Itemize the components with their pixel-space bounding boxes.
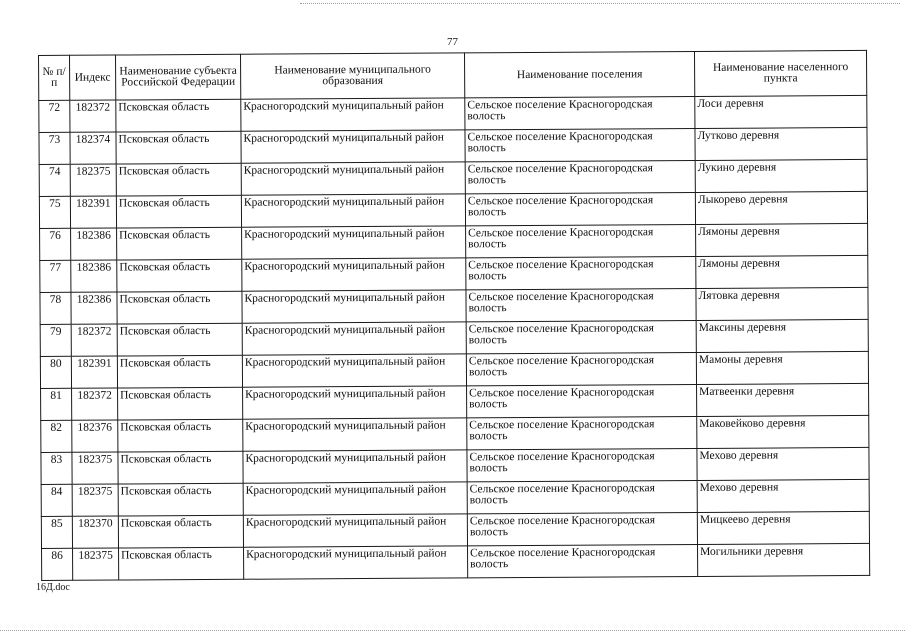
table-row — [40, 255, 868, 292]
table-row — [41, 383, 869, 420]
cell-settlement: Сельское поселение Красногородская волость — [466, 224, 696, 257]
cell-subject: Псковская область — [117, 291, 242, 324]
cell-municipality: Красногородский муниципальный район — [242, 258, 466, 291]
cell-settlement: Сельское поселение Красногородская волость — [467, 512, 697, 545]
cell-locality: Мицкеево деревня — [697, 511, 869, 544]
cell-settlement: Сельское поселение Красногородская волость — [467, 416, 697, 449]
cell-settlement: Сельское поселение Красногородская волость — [465, 192, 695, 225]
cell-num: 86 — [42, 548, 73, 580]
header-row — [39, 50, 867, 100]
cell-index: 182370 — [72, 516, 118, 548]
cell-num: 83 — [41, 452, 72, 484]
cell-settlement: Сельское поселение Красногородская волость — [467, 480, 697, 513]
cell-subject: Псковская область — [116, 163, 241, 196]
scan-edge-bottom — [0, 630, 905, 631]
cell-index: 182372 — [70, 100, 116, 132]
cell-settlement: Сельское поселение Красногородская волость — [466, 288, 696, 321]
cell-settlement: Сельское поселение Красногородская волость — [465, 96, 695, 129]
table-row — [39, 127, 867, 164]
settlements-table — [38, 50, 870, 581]
cell-settlement: Сельское поселение Красногородская волость — [468, 544, 698, 577]
cell-index: 182391 — [71, 356, 117, 388]
cell-municipality: Красногородский муниципальный район — [244, 546, 468, 579]
cell-municipality: Красногородский муниципальный район — [243, 386, 467, 419]
cell-index: 182391 — [70, 196, 116, 228]
cell-settlement: Сельское поселение Красногородская волость — [467, 448, 697, 481]
cell-subject: Псковская область — [117, 227, 242, 260]
cell-subject: Псковская область — [116, 131, 241, 164]
cell-municipality: Красногородский муниципальный район — [242, 290, 466, 323]
table-row — [40, 287, 868, 324]
document-filename: 16Д.doc — [36, 582, 70, 593]
table-header — [39, 50, 867, 100]
cell-locality: Лямоны деревня — [696, 255, 868, 288]
table-row — [42, 543, 870, 580]
scan-edge-top — [300, 3, 900, 4]
cell-index: 182372 — [72, 388, 118, 420]
cell-index: 182372 — [71, 324, 117, 356]
table-row — [39, 95, 867, 132]
cell-num: 80 — [40, 356, 71, 388]
cell-subject: Псковская область — [116, 99, 241, 132]
header-num: № п/п — [39, 55, 70, 100]
cell-locality: Маковейково деревня — [697, 415, 869, 448]
table-row — [39, 159, 867, 196]
cell-municipality: Красногородский муниципальный район — [242, 226, 466, 259]
cell-locality: Лоси деревня — [695, 95, 867, 128]
header-municipality: Наименование муниципального образования — [240, 53, 464, 99]
cell-index: 182386 — [71, 228, 117, 260]
cell-municipality: Красногородский муниципальный район — [241, 98, 465, 131]
cell-index: 182375 — [73, 548, 119, 580]
cell-locality: Матвеенки деревня — [697, 383, 869, 416]
header-subject: Наименование субъекта Российской Федерации — [116, 54, 241, 100]
table-row — [39, 191, 867, 228]
cell-locality: Лутково деревня — [695, 127, 867, 160]
cell-num: 82 — [41, 420, 72, 452]
table-row — [41, 511, 869, 548]
cell-index: 182374 — [70, 132, 116, 164]
cell-subject: Псковская область — [118, 419, 243, 452]
cell-settlement: Сельское поселение Красногородская волость — [467, 384, 697, 417]
table-row — [40, 319, 868, 356]
cell-locality: Максины деревня — [696, 319, 868, 352]
cell-municipality: Красногородский муниципальный район — [241, 162, 465, 195]
cell-locality: Мехово деревня — [697, 447, 869, 480]
cell-num: 81 — [41, 388, 72, 420]
cell-municipality: Красногородский муниципальный район — [242, 354, 466, 387]
cell-num: 76 — [40, 228, 71, 260]
cell-locality: Лямоны деревня — [696, 223, 868, 256]
table-row — [41, 447, 869, 484]
header-index: Индекс — [70, 55, 116, 100]
cell-municipality: Красногородский муниципальный район — [242, 322, 466, 355]
cell-locality: Мехово деревня — [697, 479, 869, 512]
cell-num: 79 — [40, 324, 71, 356]
cell-subject: Псковская область — [117, 323, 242, 356]
cell-subject: Псковская область — [116, 195, 241, 228]
header-settlement: Наименование поселения — [464, 51, 694, 97]
cell-index: 182375 — [72, 484, 118, 516]
cell-subject: Псковская область — [118, 387, 243, 420]
table-row — [40, 223, 868, 260]
cell-municipality: Красногородский муниципальный район — [243, 482, 467, 515]
cell-locality: Могильники деревня — [698, 543, 870, 576]
cell-subject: Псковская область — [118, 515, 243, 548]
cell-municipality: Красногородский муниципальный район — [243, 514, 467, 547]
cell-municipality: Красногородский муниципальный район — [243, 450, 467, 483]
cell-settlement: Сельское поселение Красногородская волость — [466, 320, 696, 353]
cell-num: 75 — [39, 196, 70, 228]
cell-num: 73 — [39, 132, 70, 164]
cell-num: 77 — [40, 260, 71, 292]
cell-locality: Лукино деревня — [695, 159, 867, 192]
cell-index: 182376 — [72, 420, 118, 452]
header-locality: Наименование населенного пункта — [694, 50, 866, 96]
cell-subject: Псковская область — [118, 483, 243, 516]
table-body — [39, 95, 870, 580]
cell-subject: Псковская область — [117, 259, 242, 292]
cell-num: 84 — [41, 484, 72, 516]
cell-index: 182375 — [72, 452, 118, 484]
cell-index: 182386 — [71, 292, 117, 324]
cell-settlement: Сельское поселение Красногородская волость — [465, 128, 695, 161]
cell-num: 72 — [39, 100, 70, 132]
cell-subject: Псковская область — [118, 451, 243, 484]
cell-num: 78 — [40, 292, 71, 324]
table-row — [41, 479, 869, 516]
table-row — [40, 351, 868, 388]
cell-num: 85 — [41, 516, 72, 548]
cell-settlement: Сельское поселение Красногородская волость — [466, 352, 696, 385]
cell-subject: Псковская область — [119, 547, 244, 580]
cell-municipality: Красногородский муниципальный район — [241, 194, 465, 227]
cell-locality: Лыкорево деревня — [695, 191, 867, 224]
cell-municipality: Красногородский муниципальный район — [243, 418, 467, 451]
cell-locality: Лятовка деревня — [696, 287, 868, 320]
cell-municipality: Красногородский муниципальный район — [241, 130, 465, 163]
cell-num: 74 — [39, 164, 70, 196]
page-number: 77 — [447, 36, 458, 48]
cell-settlement: Сельское поселение Красногородская волость — [466, 256, 696, 289]
cell-index: 182375 — [70, 164, 116, 196]
cell-subject: Псковская область — [117, 355, 242, 388]
cell-settlement: Сельское поселение Красногородская волость — [465, 160, 695, 193]
cell-locality: Мамоны деревня — [696, 351, 868, 384]
cell-index: 182386 — [71, 260, 117, 292]
table-row — [41, 415, 869, 452]
